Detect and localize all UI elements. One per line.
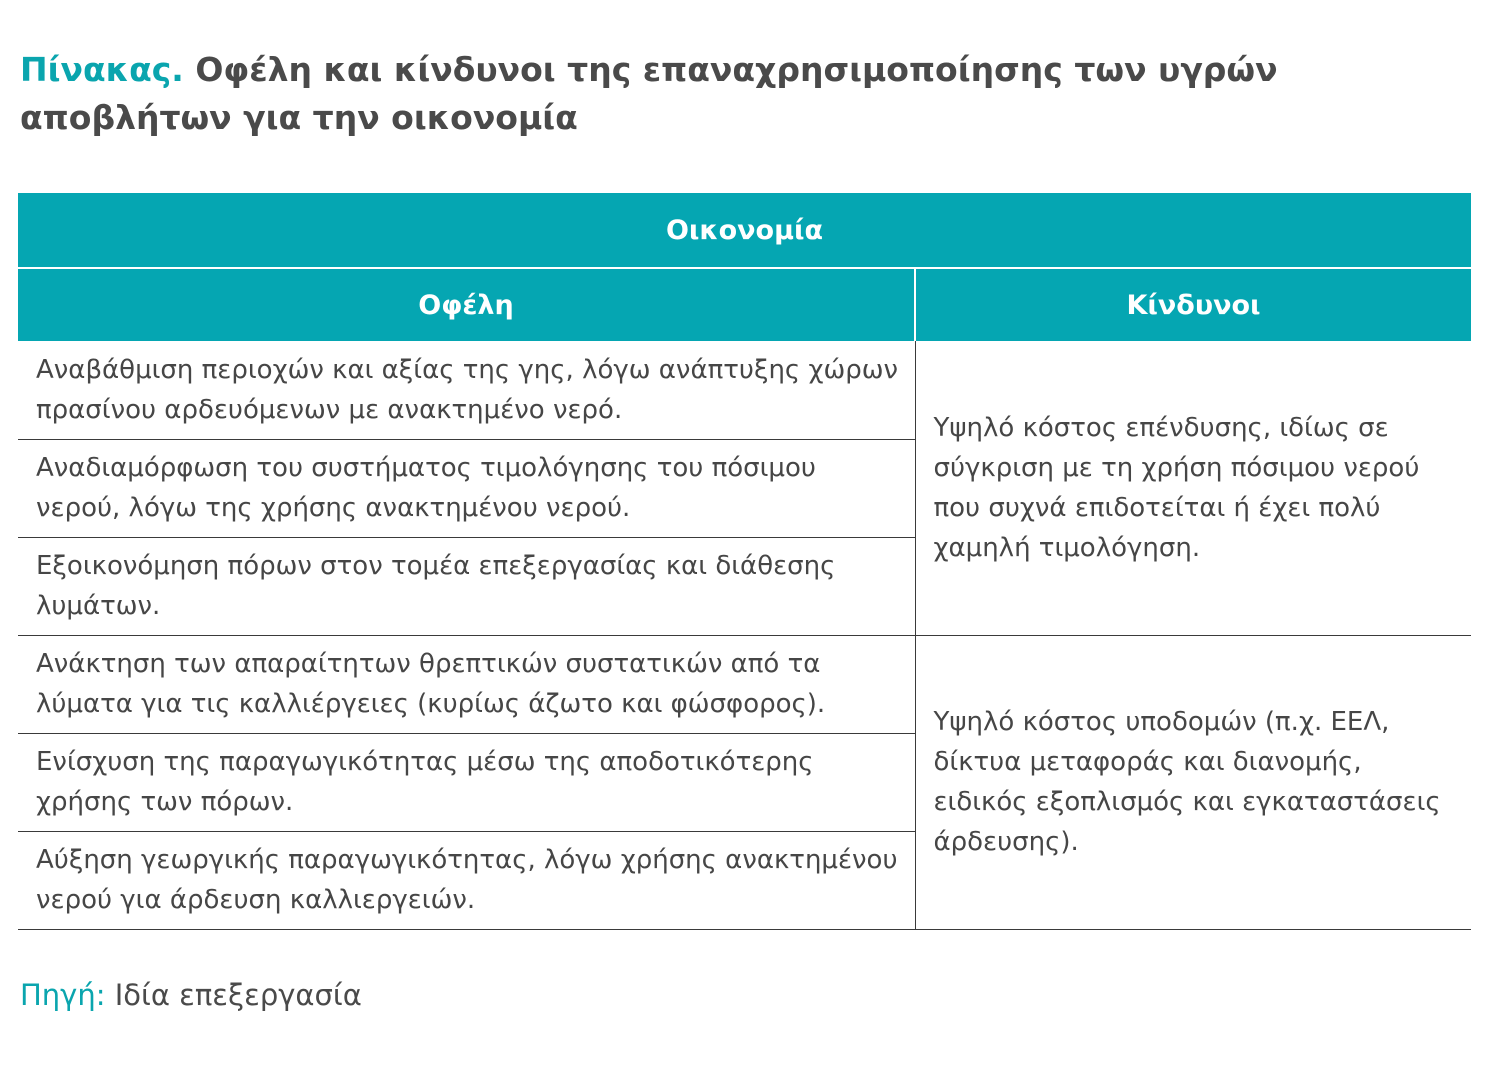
- column-header-risks: Κίνδυνοι: [915, 268, 1471, 341]
- table-caption-label: Πίνακας.: [20, 50, 184, 89]
- benefit-cell: Αναβάθμιση περιοχών και αξίας της γης, λόγω ανάπτυξης χώρων πρασίνου αρδευόμενων με ανακτημένο νερό.: [18, 341, 915, 439]
- source-label: Πηγή:: [20, 978, 106, 1012]
- benefit-cell: Αναδιαμόρφωση του συστήματος τιμολόγησης του πόσιμου νερού, λόγω της χρήσης ανακτημένου νερού.: [18, 439, 915, 537]
- benefit-cell: Εξοικονόμηση πόρων στον τομέα επεξεργασίας και διάθεσης λυμάτων.: [18, 537, 915, 635]
- risk-cell: Υψηλό κόστος υποδομών (π.χ. ΕΕΛ, δίκτυα μεταφοράς και διανομής, ειδικός εξοπλισμός και εγκαταστάσεις άρδευσης).: [915, 635, 1471, 929]
- benefit-cell: Αύξηση γεωργικής παραγωγικότητας, λόγω χρήσης ανακτημένου νερού για άρδευση καλλιεργειών.: [18, 831, 915, 929]
- column-header-benefits: Οφέλη: [18, 268, 915, 341]
- benefit-cell: Ανάκτηση των απαραίτητων θρεπτικών συστατικών από τα λύματα για τις καλλιέργειες (κυρίως άζωτο και φώσφορος).: [18, 635, 915, 733]
- economy-table: [18, 193, 1471, 930]
- benefit-cell: Ενίσχυση της παραγωγικότητας μέσω της αποδοτικότερης χρήσης των πόρων.: [18, 733, 915, 831]
- page-title: [20, 46, 1480, 142]
- source-text: Ιδία επεξεργασία: [114, 978, 362, 1012]
- risk-cell: Υψηλό κόστος επένδυσης, ιδίως σε σύγκριση με τη χρήση πόσιμου νερού που συχνά επιδοτείται ή έχει πολύ χαμηλή τιμολόγηση.: [915, 341, 1471, 635]
- table-header-economy: Οικονομία: [18, 193, 1471, 268]
- table-row: [18, 341, 1471, 439]
- source-note: [20, 978, 362, 1012]
- table-caption-text: Οφέλη και κίνδυνοι της επαναχρησιμοποίησης των υγρών αποβλήτων για την οικονομία: [20, 50, 1278, 137]
- table-row: [18, 635, 1471, 733]
